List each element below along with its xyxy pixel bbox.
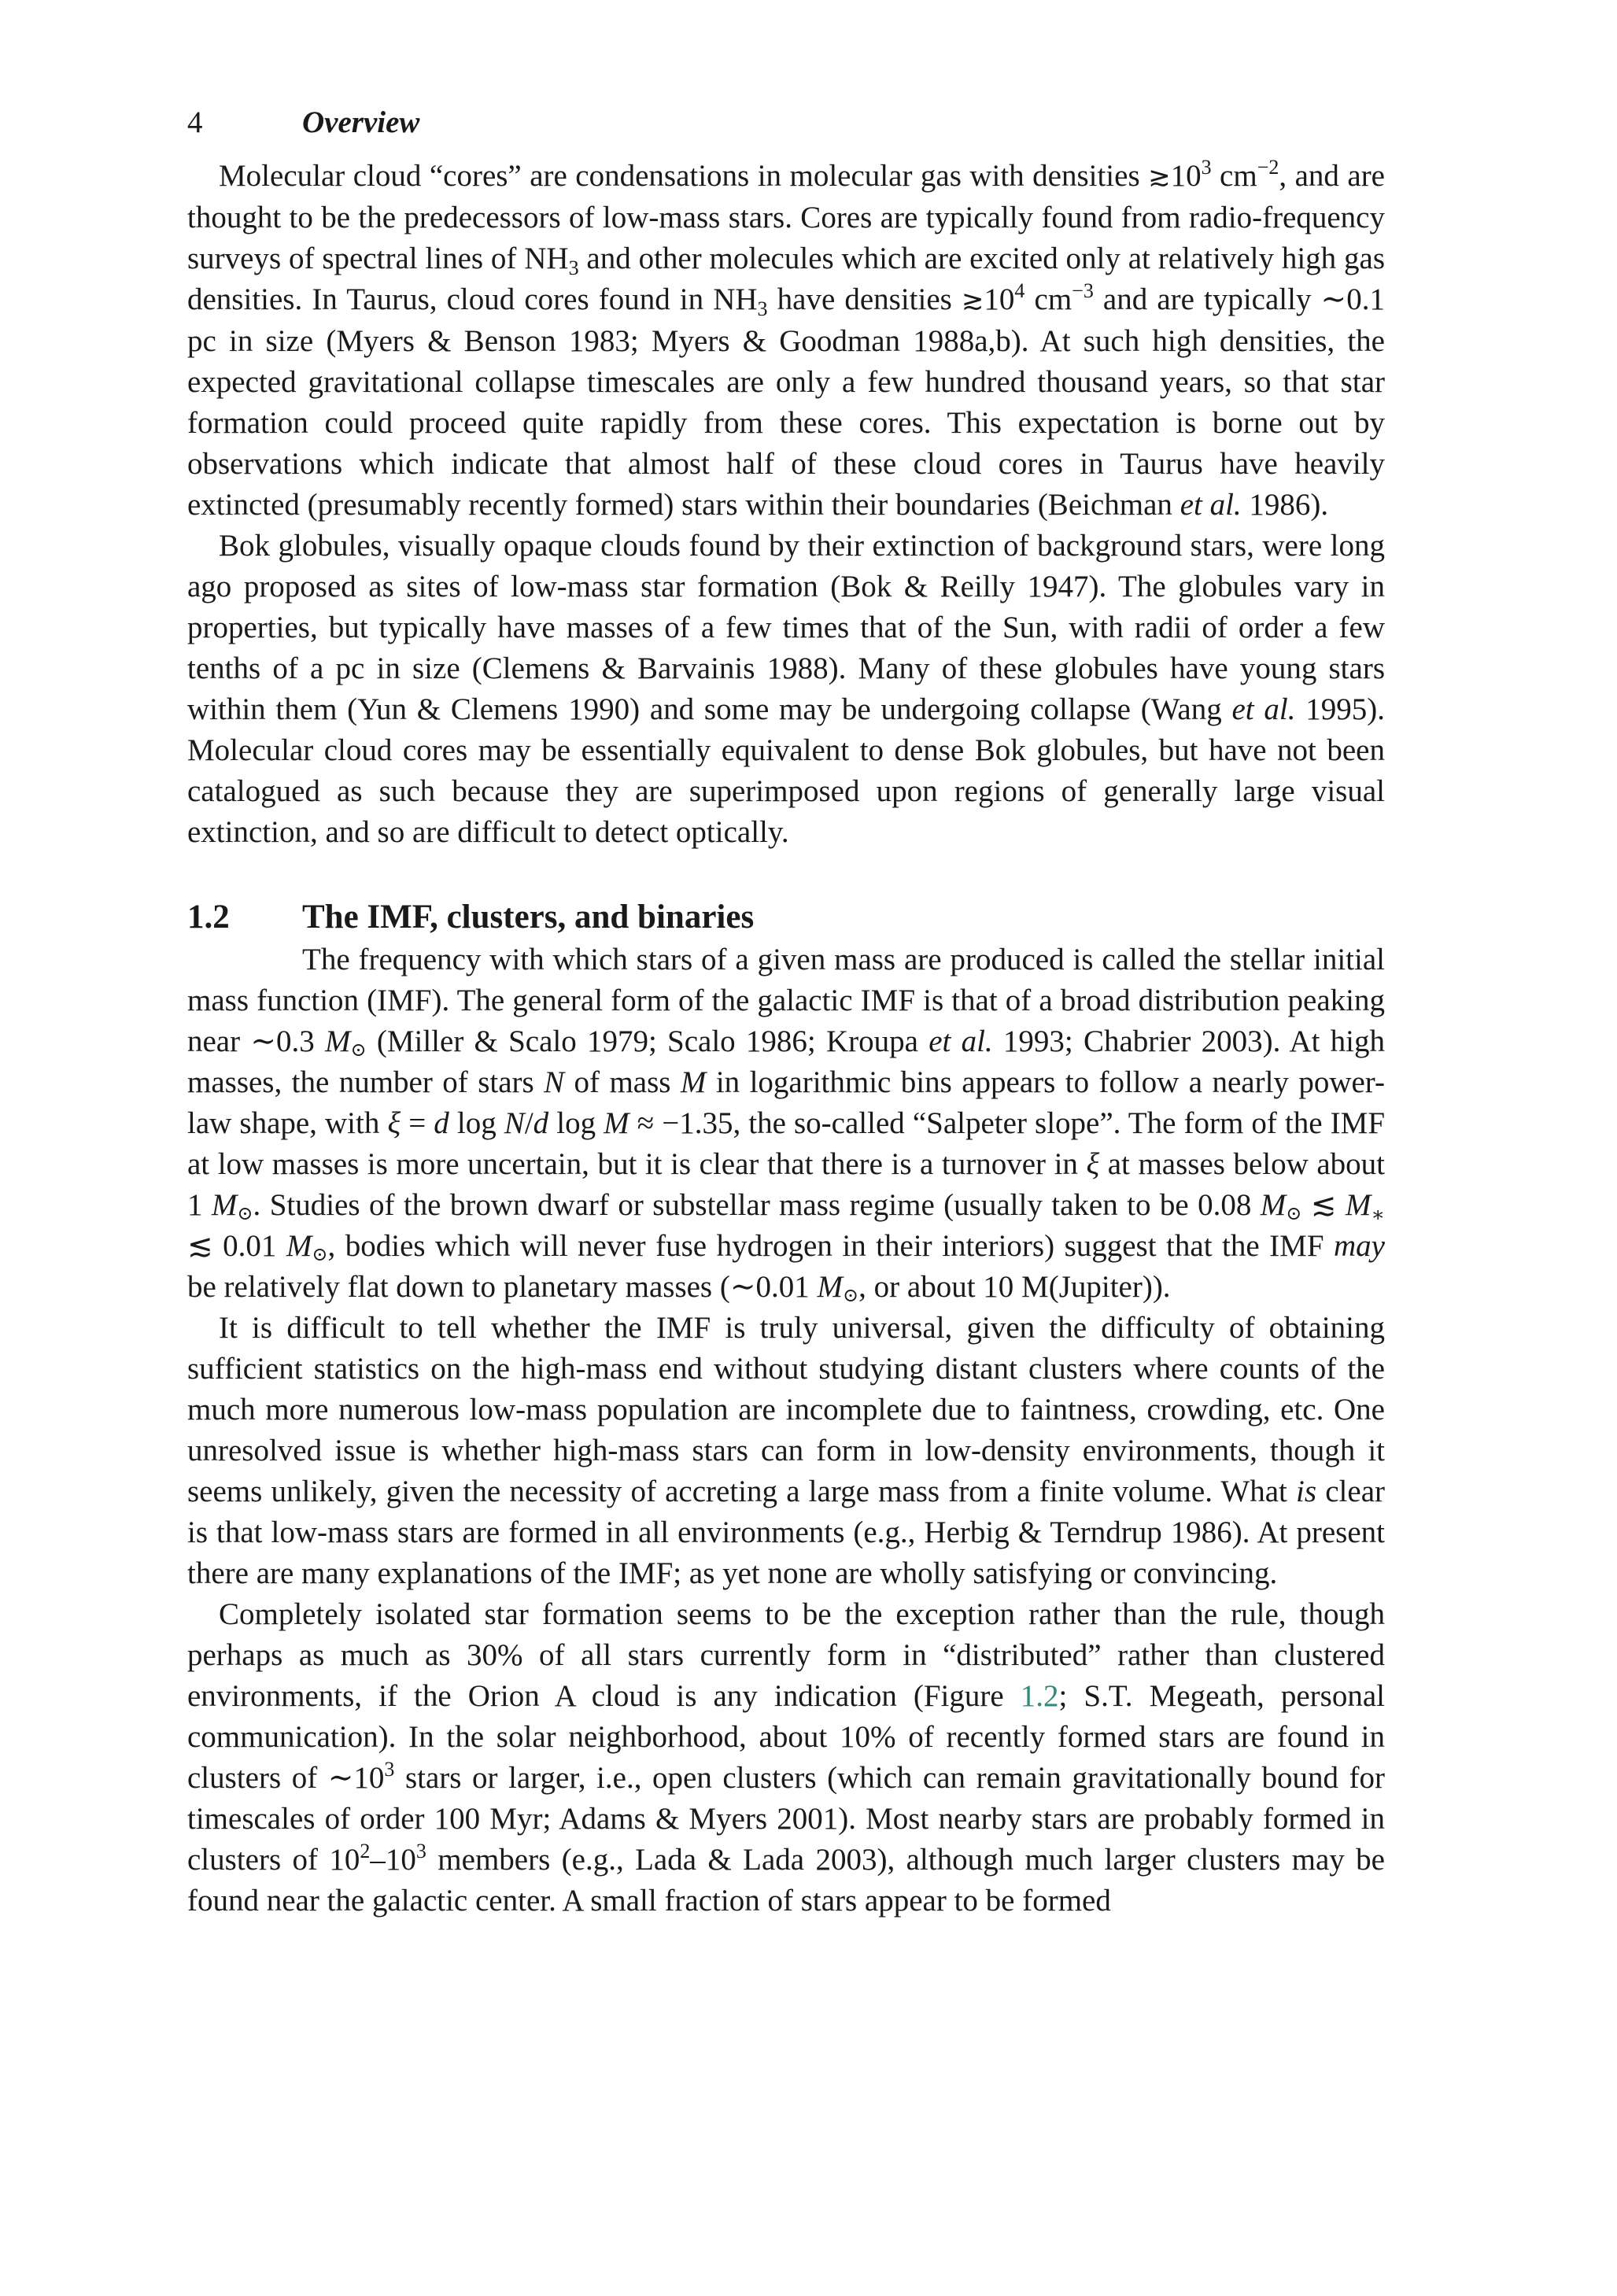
chapter-title: Overview [302,105,420,139]
section-heading [187,895,1385,939]
page [187,102,1385,1921]
section-title: The IMF, clusters, and binaries [302,899,755,936]
paragraph-imf-universality: It is difficult to tell whether the IMF is truly universal, given the difficulty of obtaining sufficient statistics on the high-mass end without studying distant clusters where counts of the much more numerous low-mass population are incomplete due to faintness, crowding, etc. One unresolved issue is whether high-mass stars can form in low-density environments, though it seems unlikely, given the necessity of accreting a large mass from a finite volume. What is clear is that low-mass stars are formed in all environments (e.g., Herbig & Terndrup 1986). At present there are many explanations of the IMF; as yet none are wholly satisfying or convincing. [187,1311,1385,1590]
paragraph-cores: Molecular cloud “cores” are condensations in molecular gas with densities $≳10^3$ $cm^{-2}$, and are thought to be the predecessors of low-mass stars. Cores are typically found from radio-frequency surveys of spectral lines of $NH_3$ and other molecules which are excited only at relatively high gas densities. In Taurus, cloud cores found in $NH_3$ have densities $≳10^4$ $cm^{-3}$ and are typically ∼0.1 pc in size (Myers & Benson 1983; Myers & Goodman 1988a,b). At such high densities, the expected gravitational collapse timescales are only a few hundred thousand years, so that star formation could proceed quite rapidly from these cores. This expectation is borne out by observations which indicate that almost half of these cloud cores in Taurus have heavily extincted (presumably recently formed) stars within their boundaries (Beichman et al. 1986). [187,156,1385,522]
paragraph-bok-globules: Bok globules, visually opaque clouds found by their extinction of background stars, were long ago proposed as sites of low-mass star formation (Bok & Reilly 1947). The globules vary in properties, but typically have masses of a few times that of the Sun, with radii of order a few tenths of a pc in size (Clemens & Barvainis 1988). Many of these globules have young stars within them (Yun & Clemens 1990) and some may be undergoing collapse (Wang et al. 1995). Molecular cloud cores may be essentially equivalent to dense Bok globules, but have not been catalogued as such because they are superimposed upon regions of generally large visual extinction, and so are difficult to detect optically. [187,529,1385,849]
section-number: 1.2 [187,899,230,936]
paragraph-imf: The frequency with which stars of a given mass are produced is called the stellar initial mass function (IMF). The general form of the galactic IMF is that of a broad distribution peaking near ∼0.3 M⊙ (Miller & Scalo 1979; Scalo 1986; Kroupa et al. 1993; Chabrier 2003). At high masses, the number of stars N of mass M in logarithmic bins appears to follow a nearly power-law shape, with ξ = d log N/d log M ≈ −1.35, the so-called “Salpeter slope”. The form of the IMF at low masses is more uncertain, but it is clear that there is a turnover in ξ at masses below about 1 M⊙. Studies of the brown dwarf or substellar mass regime (usually taken to be 0.08 M⊙ ≲ $M_∗$ ≲ 0.01 M⊙, bodies which will never fuse hydrogen in their interiors) suggest that the IMF may be relatively flat down to planetary masses (∼0.01 M⊙, or about 10 M(Jupiter)). [187,943,1386,1306]
page-number: 4 [187,105,203,139]
paragraph-clusters: Completely isolated star formation seems to be the exception rather than the rule, though perhaps as much as 30% of all stars currently form in “distributed” rather than clustered environments, if the Orion A cloud is any indication (Figure 1.2; S.T. Megeath, personal communication). In the solar neighborhood, about 10% of recently formed stars are found in clusters of $\sim 10^3$ stars or larger, i.e., open clusters (which can remain gravitationally bound for timescales of order 100 Myr; Adams & Myers 2001). Most nearby stars are probably formed in clusters of $10^2-10^3$ members (e.g., Lada & Lada 2003), although much larger clusters may be found near the galactic center. A small fraction of stars appear to be formed [187,1597,1385,1918]
running-head [187,102,1385,143]
figure-reference-link[interactable]: 1.2 [1020,1679,1059,1713]
